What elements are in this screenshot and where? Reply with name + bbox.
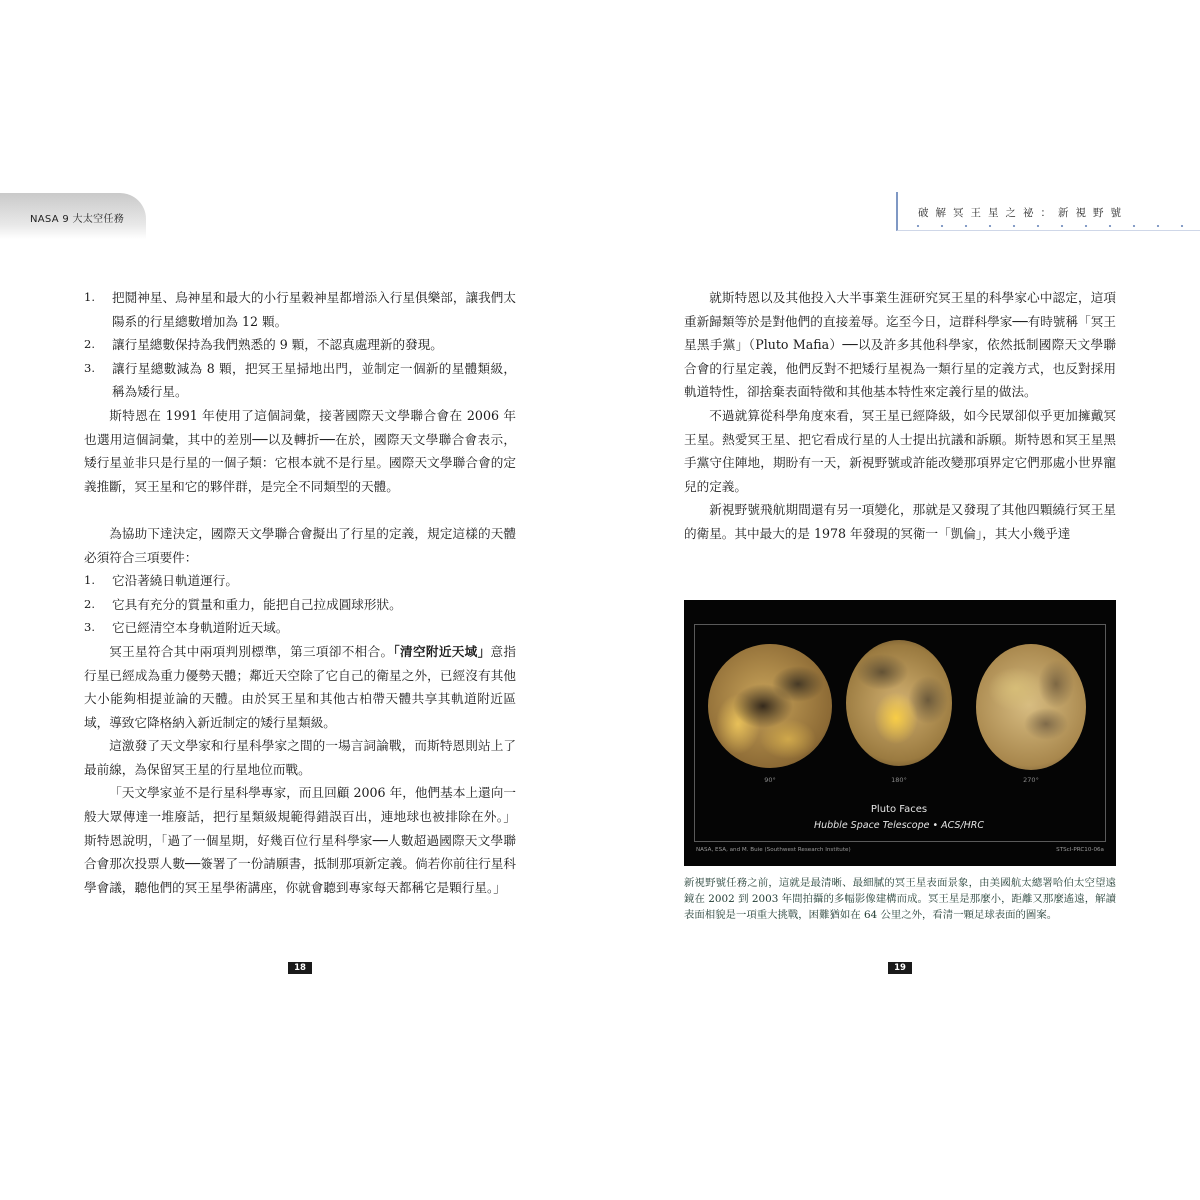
list-number: 2. [84, 337, 95, 352]
list-text: 把鬩神星、鳥神星和最大的小行星穀神星都增添入行星俱樂部，讓我們太陽系的行星總數增加為 12 顆。 [112, 290, 516, 329]
list-number: 3. [84, 360, 95, 375]
list-text: 它已經清空本身軌道附近天域。 [112, 620, 289, 636]
header-title-left: NASA 9 大太空任務 [30, 214, 125, 225]
image-subtitle [694, 820, 1104, 831]
running-header-right [896, 192, 1200, 231]
angle-label: 90° [764, 776, 776, 784]
paragraph: 就斯特恩以及其他投入大半事業生涯研究冥王星的科學家心中認定，這項重新歸類等於是對他們的直接羞辱。迄至今日，這群科學家──有時號稱「冥王星黑手黨」（Pluto Mafia）──以及許多其他科學家，依然抵制國際天文學聯合會的行星定義，他們反對不把矮行星視為一類行星的定義方式，也反對採用軌道特性，卻捨棄表面特徵和其他基本特性來定義行星的做法。 [684, 290, 1116, 400]
image-credit: NASA, ESA, and M. Buie (Southwest Research Institute) [696, 847, 851, 853]
quote-paragraph: 「天文學家並不是行星科學專家，而且回顧 2006 年，他們基本上還向一般大眾傳達一堆廢話，把行星類級規範得錯誤百出，連地球也被排除在外。」斯特恩說明，「過了一個星期，好幾百位行星科學家──人數超過國際天文學聯合會那次投票人數──簽署了一份請願書，抵制那項新定義。倘若你前往行星科學會議，聽他們的冥王星學術講座，你就會聽到專家每天都稱它是顆行星。」 [84, 785, 516, 895]
paragraph: 為協助下達決定，國際天文學聯合會擬出了行星的定義，規定這樣的天體必須符合三項要件： [84, 525, 516, 565]
header-title-right: 破解冥王星之祕：新視野號 [918, 207, 1128, 219]
pluto-face-180 [846, 640, 952, 766]
list-text: 它具有充分的質量和重力，能把自己拉成圓球形狀。 [112, 596, 402, 612]
list-item [84, 286, 516, 333]
list-text: 它沿著繞日軌道運行。 [112, 573, 238, 589]
list-item [84, 616, 516, 640]
list-number: 3. [84, 620, 95, 635]
paragraph: 新視野號飛航期間還有另一項變化，那就是又發現了其他四顆繞行冥王星的衛星。其中最大的是 1978 年發現的冥衛一「凱倫」，其大小幾乎達 [684, 502, 1116, 541]
paragraph: 斯特恩在 1991 年使用了這個詞彙，接著國際天文學聯合會在 2006 年也選用這個詞彙，其中的差別──以及轉折──在於，國際天文學聯合會表示，矮行星並非只是行星的一個子類：它根本就不是行星。國際天文學聯合會的定義推斷，冥王星和它的夥伴群，是完全不同類型的天體。 [84, 407, 516, 494]
image-subtitle-text: Hubble Space Telescope • ACS/HRC [813, 820, 985, 831]
pluto-face-90 [708, 644, 832, 768]
bold-term: 「清空附近天域」 [393, 643, 491, 659]
paragraph-text: 冥王星符合其中兩項判別標準，第三項卻不相合。 [109, 643, 394, 659]
list-item [84, 357, 516, 404]
list-item [84, 569, 516, 593]
list-number: 2. [84, 596, 95, 611]
page-number: 19 [888, 962, 912, 974]
paragraph-text: 意指行星已經成為重力優勢天體；鄰近天空除了它自己的衛星之外，已經沒有其他大小能夠相提並論的天體。由於冥王星和其他古柏帶天體共享其軌道附近區域，導致它降格納入新近制定的矮行星類級。 [84, 643, 517, 730]
image-id: STScI-PRC10-06a [1056, 847, 1104, 853]
list-item [84, 333, 516, 357]
right-body-text [684, 286, 1116, 546]
header-dotted-rule [906, 225, 1194, 227]
left-body-text [84, 286, 516, 899]
list-number: 1. [84, 290, 95, 304]
figure-caption: 新視野號任務之前，這就是最清晰、最細膩的冥王星表面景象，由美國航太總署哈伯太空望遠鏡在 2002 到 2003 年間拍攝的多幅影像建構而成。冥王星是那麼小，距離又那麼遙遠，解讀表面相貌是一項重大挑戰，困難猶如在 64 公里之外，看清一顆足球表面的圖案。 [684, 877, 1116, 921]
paragraph: 不過就算從科學角度來看，冥王星已經降級，如今民眾卻似乎更加擁戴冥王星。熱愛冥王星、把它看成行星的人士提出抗議和訴願。斯特恩和冥王星黑手黨守住陣地，期盼有一天，新視野號或許能改變那項界定它們那處小世界寵兒的定義。 [684, 407, 1116, 494]
angle-label: 270° [1023, 776, 1039, 784]
list-number: 1. [84, 573, 95, 588]
right-page [600, 0, 1200, 1200]
list-text: 讓行星總數減為 8 顆，把冥王星掃地出門，並制定一個新的星體類級，稱為矮行星。 [112, 360, 516, 400]
angle-label: 180° [891, 776, 907, 784]
list-text: 讓行星總數保持為我們熟悉的 9 顆，不認真處理新的發現。 [112, 337, 443, 353]
list-item [84, 593, 516, 617]
pluto-face-270 [976, 644, 1086, 770]
paragraph: 這激發了天文學家和行星科學家之間的一場言詞論戰，而斯特恩則站上了最前線，為保留冥王星的行星地位而戰。 [84, 738, 516, 777]
paragraph [84, 640, 516, 734]
image-title: Pluto Faces [870, 804, 928, 815]
running-header-left [0, 193, 146, 239]
pluto-faces-image [684, 600, 1116, 866]
page-number: 18 [288, 962, 312, 974]
